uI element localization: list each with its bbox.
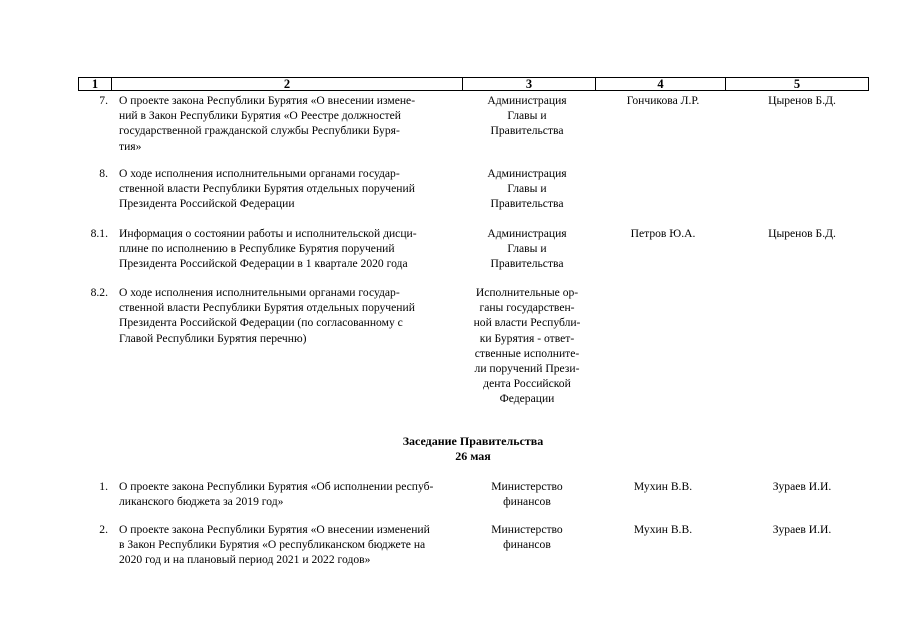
item-subject: О проекте закона Республики Бурятия «О внесении изменений в Закон Республики Бурятия «О республиканском бюджете на 2020 год и на плановый период 2021 и 2022 годов» — [119, 523, 430, 567]
header-col-1: 1 — [79, 78, 112, 91]
item-preparer: Мухин В.В. — [633, 480, 693, 493]
item-subject: Информация о состоянии работы и исполнительской дисци- плине по исполнению в Республике Бурятия поручений Президента Российской Федерации в 1 квартале 2020 года — [119, 227, 417, 271]
section-date: 26 мая — [455, 449, 491, 463]
item-subject: О проекте закона Республики Бурятия «Об исполнении респуб- ликанского бюджета за 2019 год» — [119, 480, 434, 509]
item-responsible: Администрация Главы и Правительства — [487, 94, 567, 138]
item-number: 7. — [99, 94, 108, 107]
header-row — [79, 78, 869, 91]
item-responsible: Исполнительные ор- ганы государствен- ной власти Республи- ки Бурятия - ответ- ственные исполните- ли поручений Прези- дента Российской Федерации — [473, 286, 581, 406]
item-preparer: Гончикова Л.Р. — [626, 94, 700, 107]
header-col-2: 2 — [112, 78, 463, 91]
header-col-3: 3 — [463, 78, 596, 91]
item-number: 8. — [99, 167, 108, 180]
item-preparer: Мухин В.В. — [633, 523, 693, 536]
item-number: 1. — [99, 480, 108, 493]
item-preparer: Петров Ю.А. — [630, 227, 696, 240]
item-responsible: Министерство финансов — [491, 480, 563, 509]
item-responsible: Администрация Главы и Правительства — [487, 167, 567, 211]
item-number: 8.1. — [90, 227, 108, 240]
item-subject: О ходе исполнения исполнительными органами государ- ственной власти Республики Бурятия отдельных поручений Президента Российской Федерации (по согласованному с Главой Республики Бурятия перечню) — [119, 286, 415, 345]
item-subject: О ходе исполнения исполнительными органами государ- ственной власти Республики Бурятия отдельных поручений Президента Российской Федерации — [119, 167, 415, 211]
item-number: 8.2. — [90, 286, 108, 299]
item-controller: Цыренов Б.Д. — [768, 94, 836, 107]
header-col-5: 5 — [726, 78, 869, 91]
header-col-4: 4 — [596, 78, 726, 91]
item-number: 2. — [99, 523, 108, 536]
item-controller: Цыренов Б.Д. — [768, 227, 836, 240]
item-responsible: Администрация Главы и Правительства — [487, 227, 567, 271]
item-controller: Зураев И.И. — [772, 523, 832, 536]
item-subject: О проекте закона Республики Бурятия «О внесении измене- ний в Закон Республики Бурятия «О Реестре должностей государственной гражданской службы Республики Буря- тия» — [119, 94, 416, 153]
section-title: Заседание Правительства — [402, 434, 544, 448]
item-controller: Зураев И.И. — [772, 480, 832, 493]
table-header — [78, 77, 869, 91]
section-heading — [78, 434, 868, 464]
item-responsible: Министерство финансов — [491, 523, 563, 552]
